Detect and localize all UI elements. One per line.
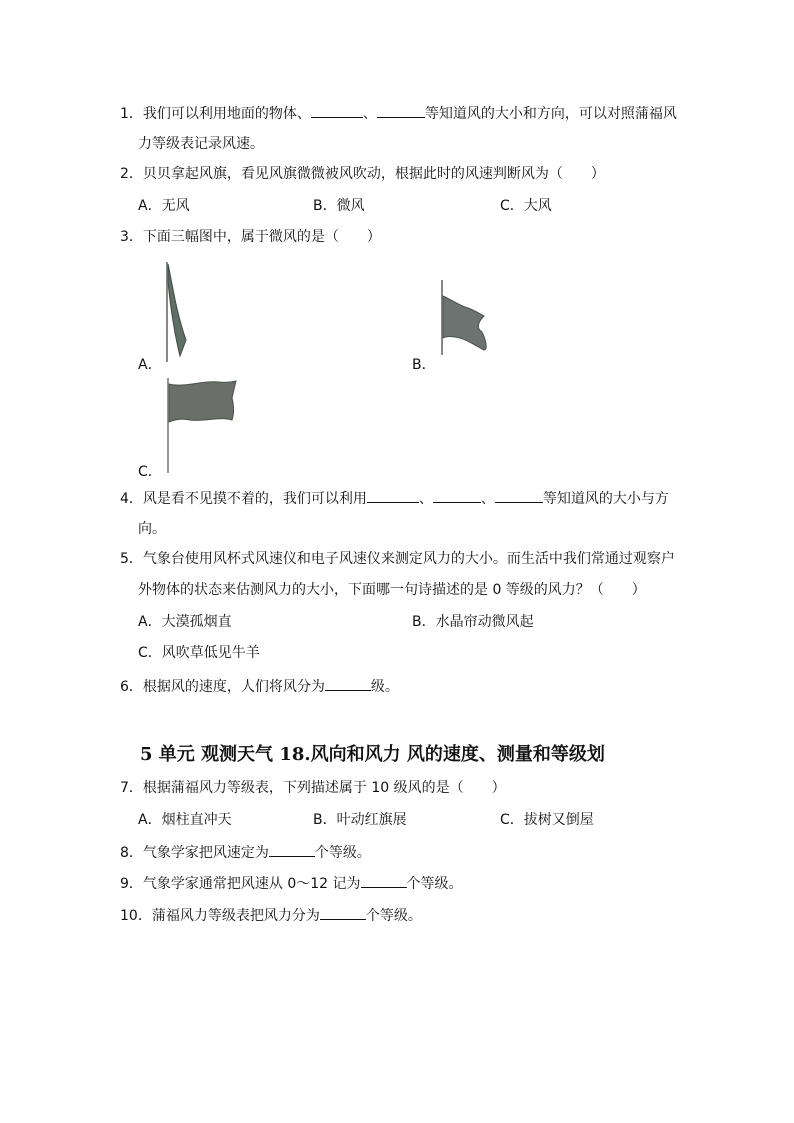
q6-text-post: 级。	[370, 679, 399, 695]
separator: 、	[418, 491, 433, 507]
answer-blank[interactable]	[325, 676, 371, 691]
answer-blank[interactable]	[377, 103, 425, 118]
question-8	[120, 842, 371, 863]
q5-option-c[interactable]: C．风吹草低见牛羊	[138, 645, 260, 661]
flag-c-label[interactable]: C．	[138, 464, 162, 480]
q7-option-c[interactable]: C．拔树又倒屋	[500, 812, 594, 828]
q10-text-post: 个等级。	[365, 908, 422, 924]
flag-b-image	[438, 280, 490, 355]
separator: 、	[480, 491, 495, 507]
q8-text-post: 个等级。	[314, 845, 371, 861]
separator: 、	[362, 106, 377, 122]
answer-blank[interactable]	[495, 488, 543, 503]
section-heading: 5 单元 观测天气 18.风向和风力 风的速度、测量和等级划	[140, 744, 605, 765]
q2-option-c[interactable]: C．大风	[500, 198, 552, 214]
q1-number: 1．	[120, 106, 143, 122]
question-4-continued: 向。	[138, 521, 166, 537]
question-10	[120, 905, 422, 926]
flag-b-label[interactable]: B．	[412, 357, 436, 373]
answer-blank[interactable]	[269, 842, 315, 857]
question-6	[120, 676, 399, 697]
question-7: 7．根据蒲福风力等级表，下列描述属于 10 级风的是（ ）	[120, 780, 506, 796]
q4-text-pre: 4．风是看不见摸不着的，我们可以利用	[120, 491, 367, 507]
answer-blank[interactable]	[367, 488, 419, 503]
q9-text-post: 个等级。	[406, 876, 463, 892]
answer-blank[interactable]	[433, 488, 481, 503]
q6-text-pre: 6．根据风的速度，人们将风分为	[120, 679, 325, 695]
question-5-continued: 外物体的状态来估测风力的大小，下面哪一句诗描述的是 0 等级的风力？（ ）	[138, 582, 646, 598]
q1-text-pre: 我们可以利用地面的物体、	[142, 106, 311, 122]
flag-a-label[interactable]: A．	[138, 357, 162, 373]
question-2: 2．贝贝拿起风旗，看见风旗微微被风吹动，根据此时的风速判断风为（ ）	[120, 166, 605, 182]
q4-text-post: 等知道风的大小与方	[542, 491, 669, 507]
question-5: 5．气象台使用风杯式风速仪和电子风速仪来测定风力的大小。而生活中我们常通过观察户	[120, 551, 675, 567]
question-1-continued: 力等级表记录风速。	[138, 136, 264, 152]
question-1	[120, 103, 677, 124]
answer-blank[interactable]	[361, 873, 407, 888]
q2-option-a[interactable]: A．无风	[138, 198, 190, 214]
q7-option-a[interactable]: A．烟柱直冲天	[138, 812, 232, 828]
flag-c-image	[164, 378, 244, 473]
question-4	[120, 488, 669, 509]
q5-option-a[interactable]: A．大漠孤烟直	[138, 614, 232, 630]
q5-option-b[interactable]: B．水晶帘动微风起	[412, 614, 534, 630]
q10-text-pre: 10．蒲福风力等级表把风力分为	[120, 908, 320, 924]
question-3: 3．下面三幅图中，属于微风的是（ ）	[120, 229, 381, 245]
answer-blank[interactable]	[311, 103, 363, 118]
q9-text-pre: 9．气象学家通常把风速从 0～12 记为	[120, 876, 361, 892]
answer-blank[interactable]	[320, 905, 366, 920]
q8-text-pre: 8．气象学家把风速定为	[120, 845, 269, 861]
q2-option-b[interactable]: B．微风	[313, 198, 365, 214]
question-9	[120, 873, 463, 894]
q1-text-post: 等知道风的大小和方向，可以对照蒲福风	[424, 106, 677, 122]
flag-a-image	[162, 262, 192, 362]
q7-option-b[interactable]: B．叶动红旗展	[313, 812, 407, 828]
